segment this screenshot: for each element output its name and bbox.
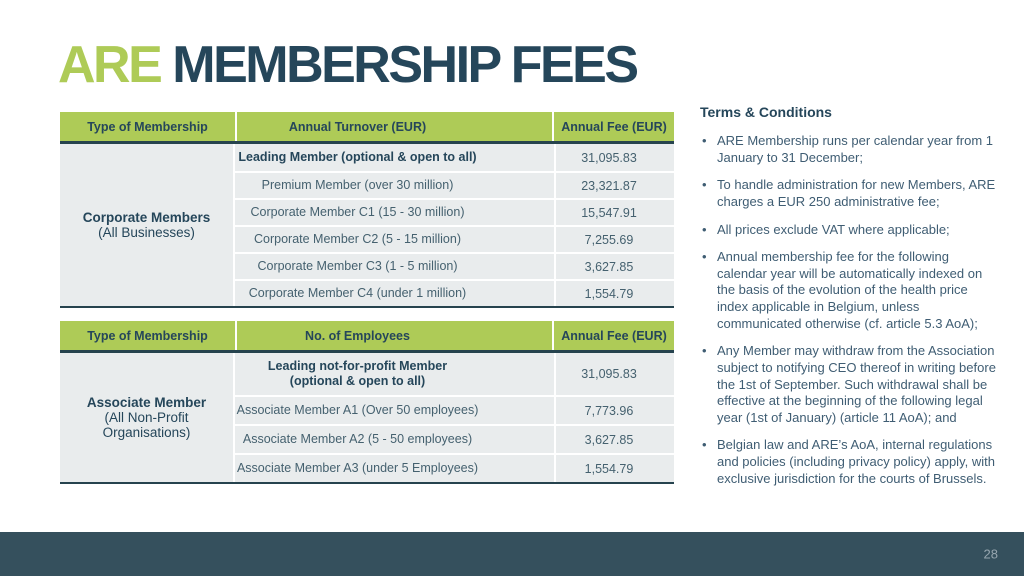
corporate-members-table bbox=[60, 112, 674, 308]
column-header-fee: Annual Fee (EUR) bbox=[561, 119, 667, 134]
table-cell-fee: 15,547.91 bbox=[554, 198, 674, 225]
table-cell-fee: 3,627.85 bbox=[554, 424, 674, 453]
terms-heading: Terms & Conditions bbox=[700, 104, 832, 120]
title-rest: MEMBERSHIP FEES bbox=[172, 36, 637, 94]
group-name: Corporate Members bbox=[82, 210, 211, 225]
row-group-label bbox=[60, 144, 235, 306]
terms-bullet: • Belgian law and ARE’s AoA, internal regulations and policies (including privacy policy) apply, with exclusive jurisdiction for the courts of Brussels. bbox=[700, 437, 996, 487]
associate-member-table bbox=[60, 321, 674, 484]
group-subtitle: (All Businesses) bbox=[98, 225, 195, 240]
group-subtitle: (All Non-Profit Organisations) bbox=[102, 410, 191, 440]
table-cell-fee: 31,095.83 bbox=[554, 353, 674, 395]
table-cell-label bbox=[235, 353, 554, 395]
table-cell-fee: 1,554.79 bbox=[554, 279, 674, 306]
table-cell-label: Associate Member A1 (Over 50 employees) bbox=[235, 395, 554, 424]
column-header-turnover: Annual Turnover (EUR) bbox=[235, 112, 554, 141]
table-cell-fee: 23,321.87 bbox=[554, 171, 674, 198]
table-body bbox=[60, 353, 674, 484]
terms-and-conditions-panel bbox=[700, 104, 996, 498]
table-cell-fee: 7,255.69 bbox=[554, 225, 674, 252]
table-cell-label: Corporate Member C3 (1 - 5 million) bbox=[235, 252, 554, 279]
table-cell-fee: 7,773.96 bbox=[554, 395, 674, 424]
column-header-fee: Annual Fee (EUR) bbox=[561, 328, 667, 343]
table-cell-label: Corporate Member C1 (15 - 30 million) bbox=[235, 198, 554, 225]
table-cell-label: Associate Member A2 (5 - 50 employees) bbox=[235, 424, 554, 453]
page-number: 28 bbox=[983, 546, 998, 562]
table-cell-label: Associate Member A3 (under 5 Employees) bbox=[235, 453, 554, 482]
label-line-2: (optional & open to all) bbox=[289, 374, 426, 388]
group-name: Associate Member bbox=[86, 395, 207, 410]
column-header-type: Type of Membership bbox=[87, 119, 208, 134]
row-group-label bbox=[60, 353, 235, 482]
table-header-row bbox=[60, 321, 674, 353]
column-header-employees: No. of Employees bbox=[235, 321, 554, 350]
table-cell-label: Corporate Member C4 (under 1 million) bbox=[235, 279, 554, 306]
table-cell-label: Premium Member (over 30 million) bbox=[235, 171, 554, 198]
terms-bullet: • Annual membership fee for the following calendar year will be automatically indexed on the basis of the evolution of the health price index applicable in Belgium, unless communicated otherwise (cf. article 5.3 AoA); bbox=[700, 249, 996, 332]
table-cell-label: Corporate Member C2 (5 - 15 million) bbox=[235, 225, 554, 252]
label-line-1: Leading not-for-profit Member bbox=[267, 359, 448, 373]
terms-list bbox=[700, 133, 996, 487]
terms-bullet: • Any Member may withdraw from the Association subject to notifying CEO thereof in writing before the 1st of September. Such withdrawal shall be effective at the beginning of the following legal year (1st of January) (article 11 AoA); and bbox=[700, 343, 996, 426]
page-title bbox=[58, 38, 637, 93]
table-header-row bbox=[60, 112, 674, 144]
footer-bar bbox=[0, 532, 1024, 576]
terms-bullet: • To handle administration for new Members, ARE charges a EUR 250 administrative fee; bbox=[700, 177, 996, 210]
table-cell-fee: 3,627.85 bbox=[554, 252, 674, 279]
column-header-type: Type of Membership bbox=[87, 328, 208, 343]
table-cell-label: Leading Member (optional & open to all) bbox=[238, 150, 477, 164]
table-cell-fee: 31,095.83 bbox=[554, 144, 674, 171]
terms-bullet: • All prices exclude VAT where applicable; bbox=[700, 222, 996, 239]
table-cell-fee: 1,554.79 bbox=[554, 453, 674, 482]
title-accent: ARE bbox=[58, 36, 173, 94]
table-body bbox=[60, 144, 674, 308]
terms-bullet: • ARE Membership runs per calendar year from 1 January to 31 December; bbox=[700, 133, 996, 166]
